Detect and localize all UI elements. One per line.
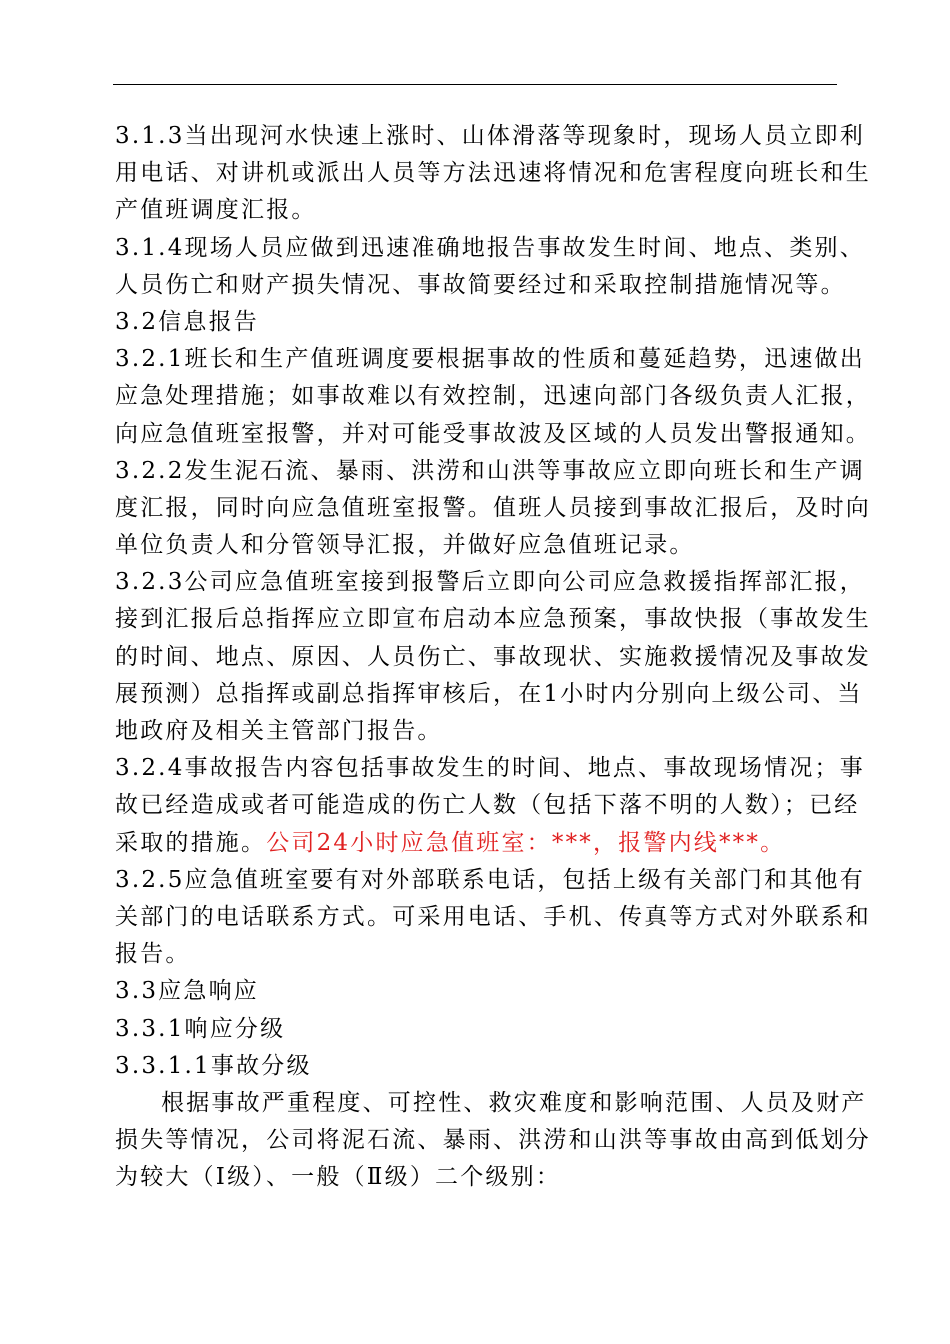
text-line: 3.2.2发生泥石流、暴雨、洪涝和山洪等事故应立即向班长和生产调: [115, 457, 865, 484]
text-line: 用电话、对讲机或派出人员等方法迅速将情况和危害程度向班长和生: [115, 160, 871, 187]
subsection-heading: 3.3.1.1事故分级: [115, 1052, 312, 1079]
text-line: 故已经造成或者可能造成的伤亡人数（包括下落不明的人数）；已经: [115, 792, 860, 819]
text-line: 3.2.5应急值班室要有对外部联系电话，包括上级有关部门和其他有: [115, 866, 865, 893]
text-line: 为较大（Ⅰ级）、一般（Ⅱ级）二个级别：: [115, 1164, 562, 1191]
text-line: 关部门的电话联系方式。可采用电话、手机、传真等方式对外联系和: [115, 903, 871, 930]
text-line: 3.1.4现场人员应做到迅速准确地报告事故发生时间、地点、类别、: [115, 234, 865, 261]
text-line-mixed: [115, 825, 837, 862]
text-line: 展预测）总指挥或副总指挥审核后，在1小时内分别向上级公司、当: [115, 680, 863, 707]
paragraph-line-indented: 根据事故严重程度、可控性、救灾难度和影响范围、人员及财产: [161, 1089, 867, 1116]
text-line: 3.1.3当出现河水快速上涨时、山体滑落等现象时，现场人员立即利: [115, 123, 865, 149]
section-heading: 3.3应急响应: [115, 978, 259, 1005]
text-line: 报告。: [115, 941, 191, 968]
duty-room-contact-highlight: 公司24小时应急值班室：***，报警内线***。: [266, 829, 786, 856]
subsection-heading: 3.3.1响应分级: [115, 1015, 286, 1042]
document-body: [115, 118, 871, 1196]
text-line: 度汇报，同时向应急值班室报警。值班人员接到事故汇报后，及时向: [115, 494, 871, 521]
text-line: 3.2.4事故报告内容包括事故发生的时间、地点、事故现场情况；事: [115, 755, 865, 782]
text-line: 接到汇报后总指挥应立即宣布启动本应急预案，事故快报（事故发生: [115, 606, 871, 633]
text-line: 产值班调度汇报。: [115, 197, 317, 224]
text-line: 3.2.3公司应急值班室接到报警后立即向公司应急救援指挥部汇报，: [115, 569, 865, 596]
section-heading: 3.2信息报告: [115, 308, 259, 335]
text-line: 地政府及相关主管部门报告。: [115, 718, 443, 744]
text-line: 人员伤亡和财产损失情况、事故简要经过和采取控制措施情况等。: [115, 271, 846, 298]
text-line: 损失等情况，公司将泥石流、暴雨、洪涝和山洪等事故由高到低划分: [115, 1127, 871, 1154]
header-rule: [113, 84, 837, 85]
text-span: 采取的措施。: [115, 829, 267, 856]
text-line: 向应急值班室报警，并对可能受事故波及区域的人员发出警报通知。: [115, 420, 871, 447]
text-line: 3.2.1班长和生产值班调度要根据事故的性质和蔓延趋势，迅速做出: [115, 346, 865, 373]
text-line: 应急处理措施；如事故难以有效控制，迅速向部门各级负责人汇报，: [115, 383, 871, 410]
text-line: 单位负责人和分管领导汇报，并做好应急值班记录。: [115, 532, 695, 559]
text-line: 的时间、地点、原因、人员伤亡、事故现状、实施救援情况及事故发: [115, 643, 871, 670]
